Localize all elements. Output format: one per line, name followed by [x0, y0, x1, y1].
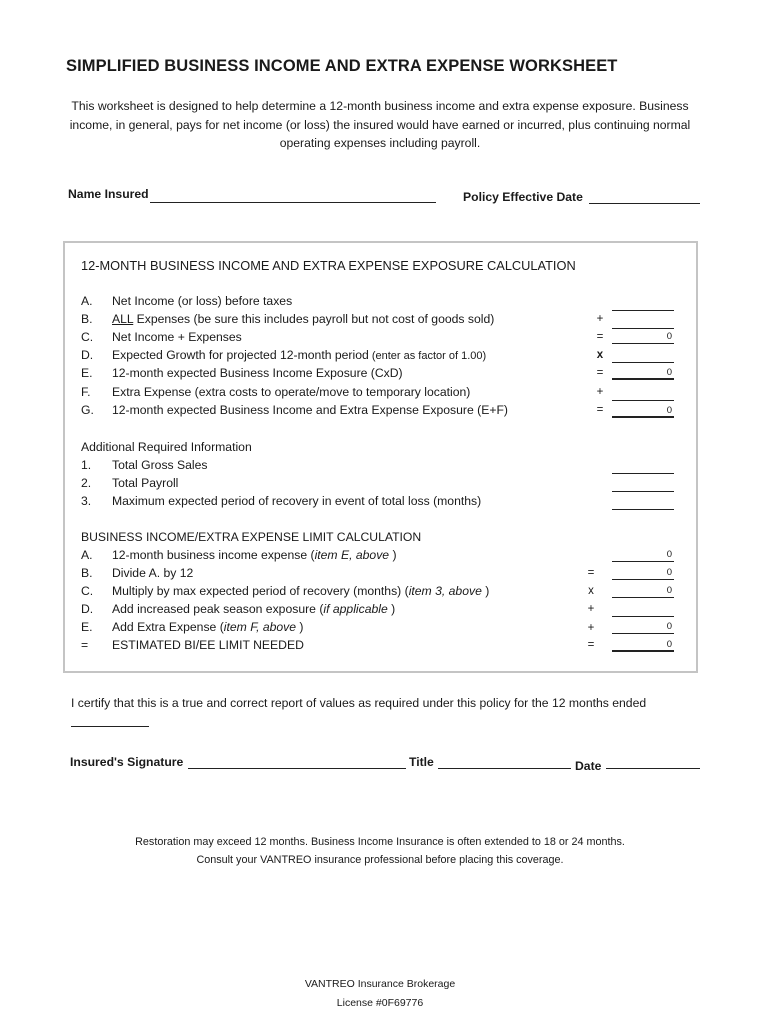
row-text-italic: item F, above [223, 620, 297, 634]
limit-value-e[interactable]: 0 [612, 620, 674, 634]
row-letter: B. [81, 312, 93, 326]
row-text-close: ) [389, 548, 397, 562]
exposure-value-e[interactable]: 0 [612, 366, 674, 380]
row-text-close: ) [296, 620, 304, 634]
total-gross-sales-field[interactable] [612, 460, 674, 474]
row-text: Net Income (or loss) before taxes [112, 294, 293, 308]
additional-row-1 [81, 456, 681, 474]
exposure-row-a [81, 292, 681, 310]
row-text-rest: Expenses (be sure this includes payroll but not cost of goods sold) [133, 312, 495, 326]
intro-paragraph: This worksheet is designed to help determine a 12-month business income and extra expense exposure. Business income, in general, pays for net income (or loss) the insured would have earned or incurred, plus continuing normal operating expenses including payroll. [69, 99, 691, 150]
limit-value-d[interactable] [612, 603, 674, 617]
row-text-main: Expected Growth for projected 12-month period [112, 348, 369, 362]
estimated-limit-value[interactable]: 0 [612, 638, 674, 652]
title-label: Title [409, 755, 434, 769]
operator-equals: = [596, 367, 604, 379]
limit-section-title: BUSINESS INCOME/EXTRA EXPENSE LIMIT CALCULATION [81, 530, 422, 544]
name-insured-label: Name Insured [68, 187, 149, 201]
row-text: 12-month expected Business Income and Extra Expense Exposure (E+F) [112, 403, 508, 417]
row-text-emphasis: ALL [112, 312, 134, 326]
footer-note-line-1: Restoration may exceed 12 months. Business Income Insurance is often extended to 18 or 24 months. [135, 836, 625, 848]
page-title: SIMPLIFIED BUSINESS INCOME AND EXTRA EXPENSE WORKSHEET [66, 57, 618, 75]
row-letter: B. [81, 566, 93, 580]
exposure-section-title: 12-MONTH BUSINESS INCOME AND EXTRA EXPENSE EXPOSURE CALCULATION [81, 258, 576, 273]
exposure-row-f [81, 383, 681, 401]
row-text-main: Add increased peak season exposure ( [112, 602, 324, 616]
row-text-note: (enter as factor of 1.00) [368, 350, 487, 362]
exposure-value-d[interactable] [612, 349, 674, 363]
signature-date-field[interactable] [606, 768, 700, 769]
policy-effective-date-field[interactable] [589, 203, 700, 204]
exposure-row-b [81, 310, 681, 328]
operator-equals: = [596, 331, 604, 343]
exposure-value-f[interactable] [612, 387, 674, 401]
brokerage-name: VANTREO Insurance Brokerage [304, 978, 456, 990]
limit-value-a[interactable]: 0 [612, 548, 674, 562]
row-text-main: Multiply by max expected period of recovery (months) ( [112, 584, 409, 598]
operator-multiply: x [588, 585, 594, 597]
operator-plus: + [587, 622, 595, 634]
insured-signature-field[interactable] [188, 768, 406, 769]
row-letter: E. [81, 620, 93, 634]
limit-value-b[interactable]: 0 [612, 566, 674, 580]
row-text [112, 346, 486, 365]
brokerage-license: License #0F69776 [336, 997, 424, 1009]
operator-equals: = [587, 567, 595, 579]
row-text: Extra Expense (extra costs to operate/move to temporary location) [112, 385, 471, 399]
row-text [112, 600, 395, 618]
date-label: Date [575, 759, 602, 773]
row-text-close: ) [481, 584, 490, 598]
limit-value-c[interactable]: 0 [612, 584, 674, 598]
additional-row-3 [81, 492, 681, 510]
operator-equals: = [587, 639, 595, 651]
row-text [112, 546, 397, 564]
operator-plus: + [587, 603, 595, 615]
exposure-row-e [81, 364, 681, 382]
policy-effective-date-label: Policy Effective Date [463, 190, 583, 204]
operator-multiply: x [596, 349, 604, 361]
row-letter: C. [81, 584, 94, 598]
row-letter: E. [81, 366, 93, 380]
row-text: Divide A. by 12 [112, 566, 194, 580]
operator-plus: + [596, 386, 604, 398]
row-text: 12-month expected Business Income Exposure (CxD) [112, 366, 403, 380]
row-text-main: 12-month business income expense ( [112, 548, 315, 562]
row-text: ESTIMATED BI/EE LIMIT NEEDED [112, 638, 304, 652]
operator-plus: + [596, 313, 604, 325]
row-text-italic: item E, above [314, 548, 390, 562]
row-text: Net Income + Expenses [112, 330, 242, 344]
total-payroll-field[interactable] [612, 478, 674, 492]
limit-row-a [81, 546, 681, 564]
row-letter: 3. [81, 494, 92, 508]
row-text: Maximum expected period of recovery in event of total loss (months) [112, 494, 482, 508]
title-field[interactable] [438, 768, 571, 769]
additional-section-title: Additional Required Information [81, 440, 252, 454]
footer-note-line-2: Consult your VANTREO insurance professional before placing this coverage. [196, 854, 564, 866]
exposure-row-g [81, 401, 681, 419]
row-text-italic: if applicable [323, 602, 388, 616]
row-letter: F. [81, 385, 91, 399]
certification-text: I certify that this is a true and correct report of values as required under this policy for the 12 months ended [71, 696, 647, 710]
exposure-value-g[interactable]: 0 [612, 404, 674, 418]
exposure-value-b[interactable] [612, 315, 674, 329]
operator-equals: = [596, 404, 604, 416]
row-letter: A. [81, 294, 93, 308]
row-text: Total Payroll [112, 476, 179, 490]
insured-signature-label: Insured's Signature [70, 755, 184, 769]
row-text [112, 618, 304, 636]
row-text [112, 310, 494, 328]
row-text-italic: item 3, above [408, 584, 482, 598]
row-text-close: ) [387, 602, 396, 616]
additional-row-2 [81, 474, 681, 492]
row-letter: C. [81, 330, 94, 344]
row-letter: G. [81, 403, 94, 417]
row-text [112, 582, 489, 600]
months-ended-date-field[interactable] [71, 726, 149, 727]
name-insured-field[interactable] [150, 202, 436, 203]
exposure-row-d [81, 346, 681, 364]
row-letter: 2. [81, 476, 92, 490]
exposure-value-a[interactable] [612, 297, 674, 311]
recovery-period-field[interactable] [612, 496, 674, 510]
row-letter: 1. [81, 458, 92, 472]
row-text: Total Gross Sales [112, 458, 208, 472]
row-letter: A. [81, 548, 93, 562]
exposure-row-c [81, 328, 681, 346]
row-text-main: Add Extra Expense ( [112, 620, 224, 634]
row-letter: D. [81, 348, 94, 362]
row-letter: = [81, 638, 89, 652]
exposure-value-c[interactable]: 0 [612, 330, 674, 344]
row-letter: D. [81, 602, 94, 616]
